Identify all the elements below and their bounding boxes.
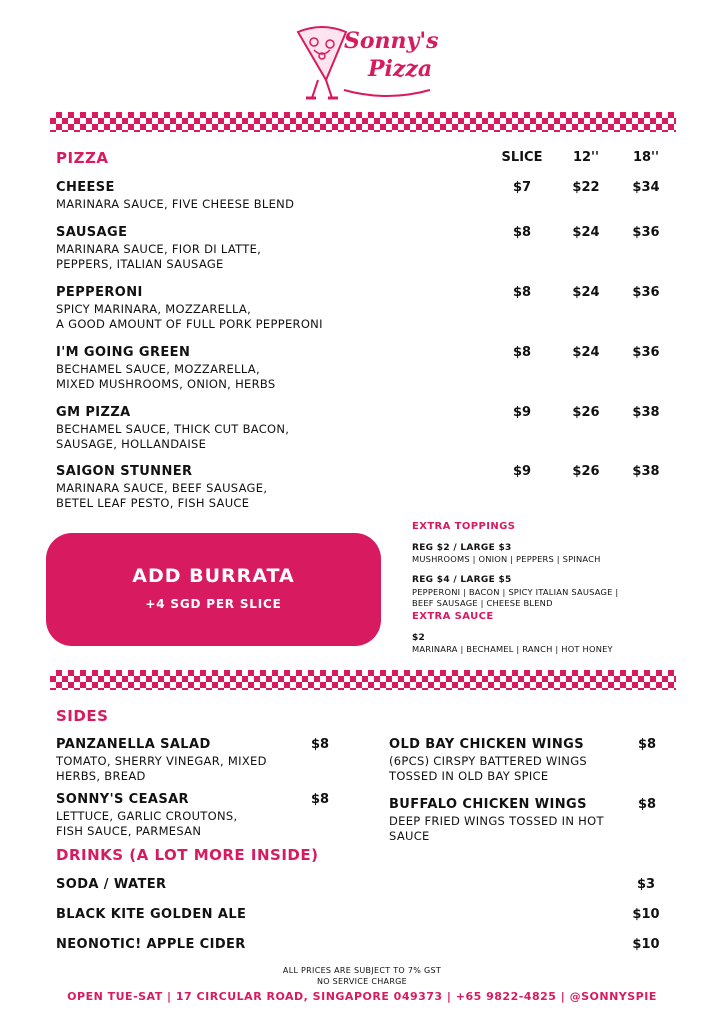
add-burrata-banner	[46, 533, 381, 646]
pizza-desc-line: MARINARA SAUCE, BEEF SAUSAGE,	[56, 481, 268, 495]
column-header-slice: SLICE	[501, 150, 543, 165]
price-18: $36	[632, 345, 660, 360]
contact-info: OPEN TUE-SAT | 17 CIRCULAR ROAD, SINGAPORE 049373 | +65 9822-4825 | @SONNYSPIE	[67, 990, 657, 1003]
side-price: $8	[637, 797, 657, 812]
pizza-name: GM PIZZA	[56, 405, 131, 420]
pizza-desc-line: MIXED MUSHROOMS, ONION, HERBS	[56, 377, 276, 391]
drink-name: NEONOTIC! APPLE CIDER	[56, 937, 246, 952]
side-desc-line: (6PCS) CIRSPY BATTERED WINGS	[389, 754, 588, 768]
drink-item-apple-cider	[56, 937, 666, 955]
logo-swoosh-icon	[342, 86, 432, 100]
price-18: $38	[632, 405, 660, 420]
pizza-desc-line: MARINARA SAUCE, FIOR DI LATTE,	[56, 242, 262, 256]
pizza-desc-line: SAUSAGE, HOLLANDAISE	[56, 437, 207, 451]
pizza-name: SAUSAGE	[56, 225, 128, 240]
burrata-title: ADD BURRATA	[132, 565, 295, 587]
pizza-desc-line: BECHAMEL SAUCE, MOZZARELLA,	[56, 362, 260, 376]
side-name: OLD BAY CHICKEN WINGS	[389, 737, 584, 752]
price-18: $34	[632, 180, 660, 195]
extra-toppings-title: EXTRA TOPPINGS	[412, 521, 516, 532]
extra-group2-head: REG $4 / LARGE $5	[412, 575, 512, 585]
burrata-subtitle: +4 SGD PER SLICE	[145, 597, 282, 611]
side-price: $8	[310, 792, 330, 807]
column-header-12: 12''	[572, 150, 600, 165]
side-desc-line: TOSSED IN OLD BAY SPICE	[389, 769, 549, 783]
extra-group2-items-line2: BEEF SAUSAGE | CHEESE BLEND	[412, 598, 553, 608]
service-charge-note: NO SERVICE CHARGE	[316, 977, 408, 986]
pizza-desc-line: BECHAMEL SAUCE, THICK CUT BACON,	[56, 422, 290, 436]
price-18: $38	[632, 464, 660, 479]
sides-section-title: SIDES	[56, 707, 109, 725]
price-slice: $9	[512, 405, 532, 420]
price-slice: $8	[512, 285, 532, 300]
side-item-panzanella	[56, 737, 336, 787]
price-12: $24	[572, 285, 600, 300]
column-header-18: 18''	[632, 150, 660, 165]
pizza-name: CHEESE	[56, 180, 115, 195]
price-12: $22	[572, 180, 600, 195]
pizza-item-saigon-stunner	[56, 464, 666, 514]
price-12: $24	[572, 345, 600, 360]
side-price: $8	[637, 737, 657, 752]
side-item-buffalo-wings	[389, 797, 669, 847]
extra-sauce-price: $2	[412, 633, 426, 643]
pizza-section-title: PIZZA	[56, 149, 109, 167]
drink-price: $10	[632, 907, 660, 922]
side-desc-line: HERBS, BREAD	[56, 769, 146, 783]
price-slice: $7	[512, 180, 532, 195]
pizza-desc-line: BETEL LEAF PESTO, FISH SAUCE	[56, 496, 250, 510]
extra-group1-head: REG $2 / LARGE $3	[412, 543, 512, 553]
price-12: $24	[572, 225, 600, 240]
drinks-section-title: DRINKS (A LOT MORE INSIDE)	[56, 846, 319, 864]
checker-divider-middle	[50, 670, 676, 690]
drink-item-golden-ale	[56, 907, 666, 925]
extra-group2-items-line1: PEPPERONI | BACON | SPICY ITALIAN SAUSAGE |	[412, 587, 619, 597]
side-name: PANZANELLA SALAD	[56, 737, 211, 752]
pizza-item-pepperoni	[56, 285, 666, 335]
extra-sauce-title: EXTRA SAUCE	[412, 611, 494, 622]
checker-divider-top	[50, 112, 676, 132]
pizza-desc-line: A GOOD AMOUNT OF FULL PORK PEPPERONI	[56, 317, 323, 331]
pizza-item-gm-pizza	[56, 405, 666, 455]
drink-price: $3	[636, 877, 656, 892]
price-18: $36	[632, 285, 660, 300]
side-item-old-bay-wings	[389, 737, 669, 787]
pizza-desc-line: MARINARA SAUCE, FIVE CHEESE BLEND	[56, 197, 295, 211]
price-slice: $9	[512, 464, 532, 479]
price-12: $26	[572, 464, 600, 479]
price-18: $36	[632, 225, 660, 240]
gst-note: ALL PRICES ARE SUBJECT TO 7% GST	[282, 966, 442, 975]
extra-sauce-items: MARINARA | BECHAMEL | RANCH | HOT HONEY	[412, 644, 613, 654]
pizza-name: SAIGON STUNNER	[56, 464, 193, 479]
pizza-name: I'M GOING GREEN	[56, 345, 191, 360]
price-slice: $8	[512, 345, 532, 360]
side-desc-line: DEEP FRIED WINGS TOSSED IN HOT	[389, 814, 604, 828]
side-desc-line: FISH SAUCE, PARMESAN	[56, 824, 202, 838]
sonnys-pizza-logo	[292, 22, 439, 104]
pizza-item-sausage	[56, 225, 666, 275]
side-price: $8	[310, 737, 330, 752]
drink-price: $10	[632, 937, 660, 952]
logo-line1: Sonny's	[344, 28, 439, 54]
side-desc-line: LETTUCE, GARLIC CROUTONS,	[56, 809, 238, 823]
price-12: $26	[572, 405, 600, 420]
price-slice: $8	[512, 225, 532, 240]
side-name: BUFFALO CHICKEN WINGS	[389, 797, 587, 812]
side-desc-line: SAUCE	[389, 829, 430, 843]
pizza-desc-line: PEPPERS, ITALIAN SAUSAGE	[56, 257, 224, 271]
drink-item-soda	[56, 877, 666, 895]
pizza-item-cheese	[56, 180, 666, 220]
side-name: SONNY'S CEASAR	[56, 792, 189, 807]
pizza-name: PEPPERONI	[56, 285, 143, 300]
extra-group1-items: MUSHROOMS | ONION | PEPPERS | SPINACH	[412, 554, 601, 564]
drink-name: BLACK KITE GOLDEN ALE	[56, 907, 247, 922]
logo-line2: Pizza	[368, 56, 433, 82]
pizza-desc-line: SPICY MARINARA, MOZZARELLA,	[56, 302, 252, 316]
pizza-item-going-green	[56, 345, 666, 395]
drink-name: SODA / WATER	[56, 877, 167, 892]
side-item-ceasar	[56, 792, 336, 842]
side-desc-line: TOMATO, SHERRY VINEGAR, MIXED	[56, 754, 267, 768]
